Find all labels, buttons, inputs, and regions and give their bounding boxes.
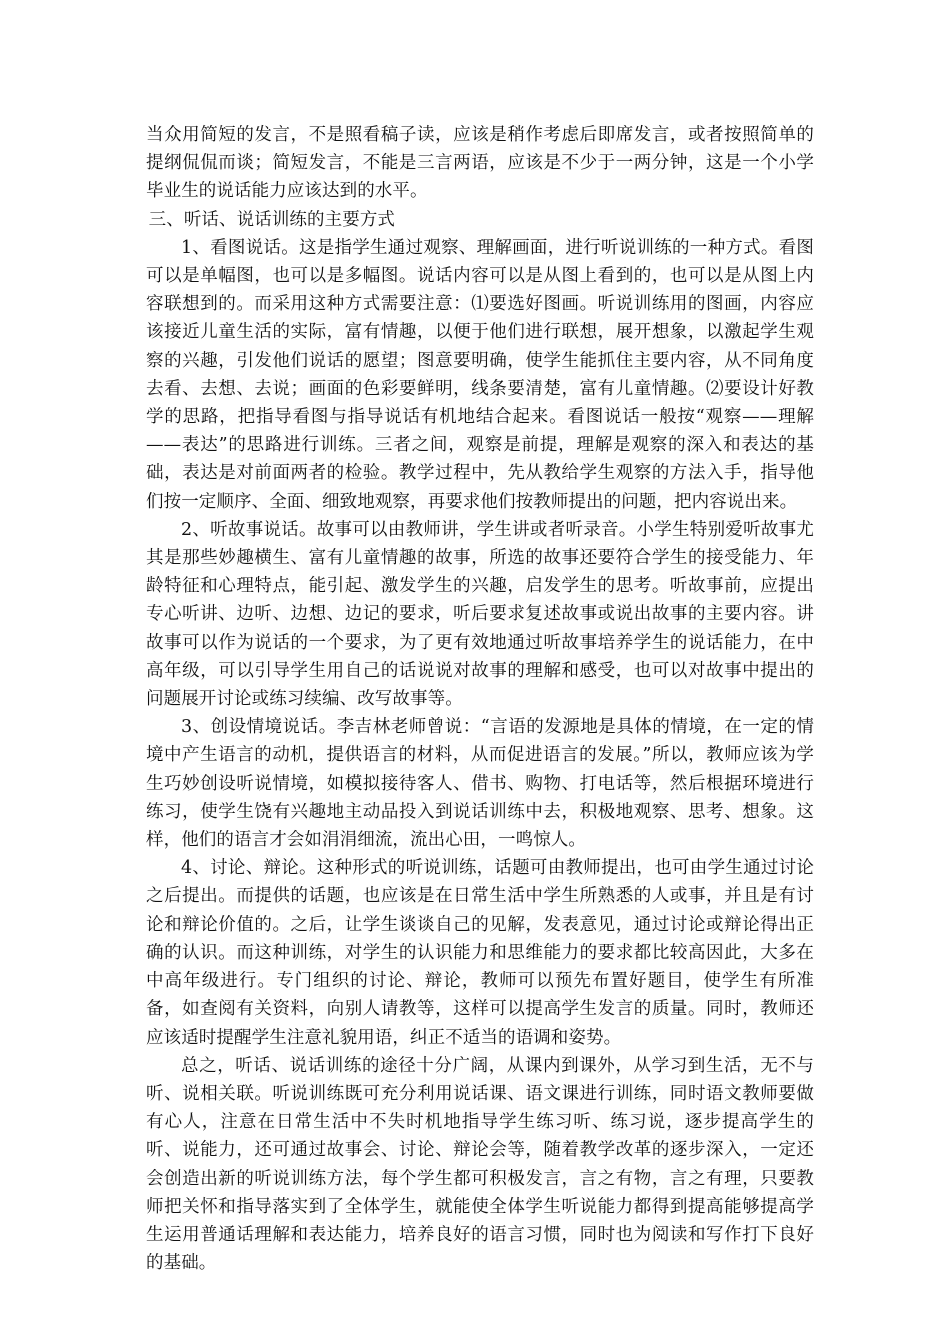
paragraph-situation-talk: 3、创设情境说话。李吉林老师曾说：“言语的发源地是具体的情境，在一定的情境中产生语言的动机，提供语言的材料，从而促进语言的发展。”所以，教师应该为学生巧妙创设听说情境，如模拟接待客人、借书、购物、打电话等，然后根据环境进行练习，使学生饶有兴趣地主动品投入到说话训练中去，积极地观察、思考、想象。这样，他们的语言才会如涓涓细流，流出心田，一鸣惊人。 [146,717,814,851]
paragraph-discussion-debate: 4、讨论、辩论。这种形式的听说训练，话题可由教师提出，也可由学生通过讨论之后提出。而提供的话题，也应该是在日常生活中学生所熟悉的人或事，并且是有讨论和辩论价值的。之后，让学生谈谈自己的见解，发表意见，通过讨论或辩论得出正确的认识。而这种训练，对学生的认识能力和思维能力的要求都比较高因此，大多在中高年级进行。专门组织的讨论、辩论，教师可以预先布置好题目，使学生有所准备，如查阅有关资料，向别人请教等，这样可以提高学生发言的质量。同时，教师还应该适时提醒学生注意礼貌用语，纠正不适当的语调和姿势。 [146,858,814,1048]
paragraph-conclusion: 总之，听话、说话训练的途径十分广阔，从课内到课外，从学习到生活，无不与听、说相关联。听说训练既可充分利用说话课、语文课进行训练，同时语文教师要做有心人，注意在日常生活中不失时机地指导学生练习听、练习说，逐步提高学生的听、说能力，还可通过故事会、讨论、辩论会等，随着教学改革的逐步深入，一定还会创造出新的听说训练方法，每个学生都可积极发言，言之有物，言之有理，只要教师把关怀和指导落实到了全体学生，就能使全体学生听说能力都得到提高能够提高学生运用普通话理解和表达能力，培养良好的语言习惯，同时也为阅读和写作打下良好的基础。 [146,1055,814,1274]
paragraph-picture-talk: 1、看图说话。这是指学生通过观察、理解画面，进行听说训练的一种方式。看图可以是单幅图，也可以是多幅图。说话内容可以是从图上看到的，也可以是从图上内容联想到的。而采用这种方式需要注意：⑴要选好图画。听说训练用的图画，内容应该接近儿童生活的实际，富有情趣，以便于他们进行联想，展开想象，以激起学生观察的兴趣，引发他们说话的愿望；图意要明确，使学生能抓住主要内容，从不同角度去看、去想、去说；画面的色彩要鲜明，线条要清楚，富有儿童情趣。⑵要设计好教学的思路，把指导看图与指导说话有机地结合起来。看图说话一般按“观察——理解——表达”的思路进行训练。三者之间，观察是前提，理解是观察的深入和表达的基础，表达是对前面两者的检验。教学过程中，先从教给学生观察的方法入手，指导他们按一定顺序、全面、细致地观察，再要求他们按教师提出的问题，把内容说出来。 [146,237,814,512]
document-page [146,121,814,1277]
paragraph-continued-intro: 当众用简短的发言，不是照看稿子读，应该是稍作考虑后即席发言，或者按照简单的提纲侃侃而谈；简短发言，不能是三言两语，应该是不少于一两分钟，这是一个小学毕业生的说话能力应该达到的水平。 [146,125,814,202]
paragraph-story-talk: 2、听故事说话。故事可以由教师讲，学生讲或者听录音。小学生特别爱听故事尤其是那些妙趣横生、富有儿童情趣的故事，所选的故事还要符合学生的接受能力、年龄特征和心理特点，能引起、激发学生的兴趣，启发学生的思考。听故事前，应提出专心听讲、边听、边想、边记的要求，听后要求复述故事或说出故事的主要内容。讲故事可以作为说话的一个要求，为了更有效地通过听故事培养学生的说话能力，在中高年级，可以引导学生用自己的话说说对故事的理解和感受，也可以对故事中提出的问题展开讨论或练习续编、改写故事等。 [146,519,814,710]
section-heading-methods: 三、听话、说话训练的主要方式 [148,209,396,230]
